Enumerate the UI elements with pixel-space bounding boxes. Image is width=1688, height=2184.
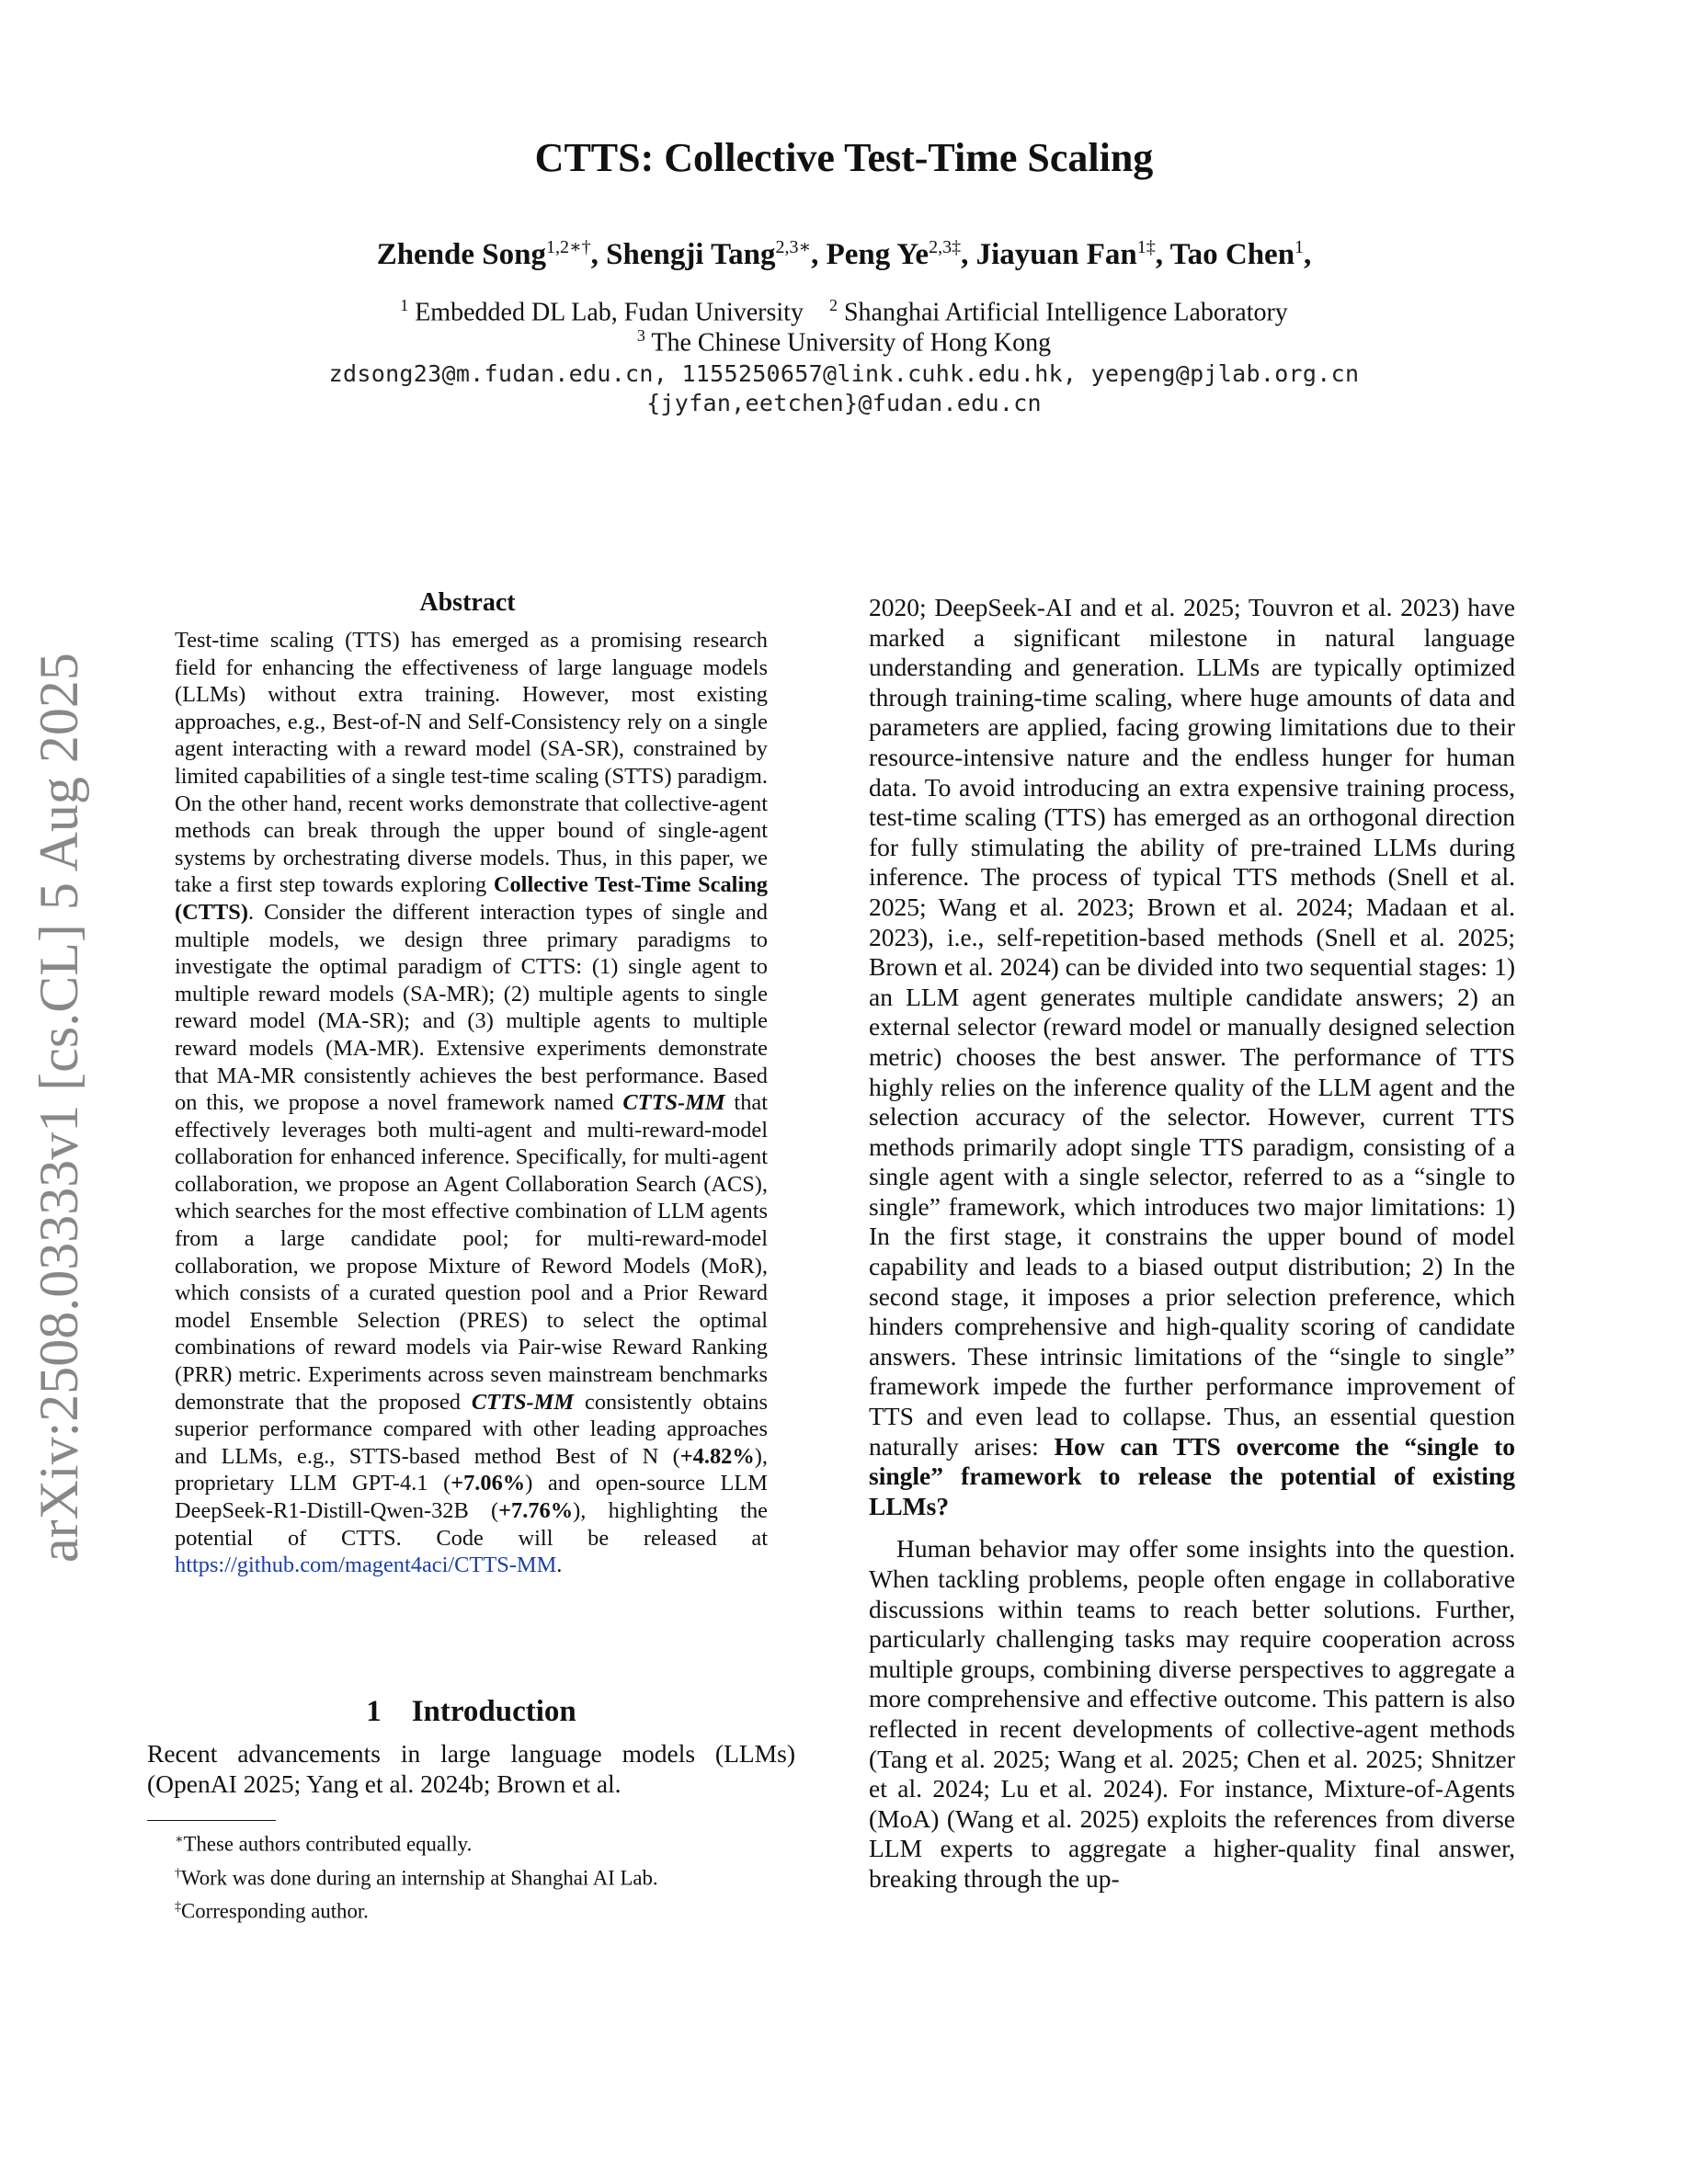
gain-value: +7.06% xyxy=(451,1471,526,1496)
footnote: ∗These authors contributed equally. xyxy=(175,1832,473,1856)
affiliation-mark: 2 xyxy=(828,296,838,314)
gain-value: +7.76% xyxy=(498,1498,574,1523)
author-list: Zhende Song$^{1,2∗\dagger}$, Shengji Tang$^{2,3∗}$, Peng $Ye^{2,3\ddagger}$, Jiayuan Fan$^{1\ddagger}$, Tao Chen$^1$, xyxy=(376,237,1312,271)
footnotes xyxy=(175,1826,800,1927)
affiliation-mark: 1 xyxy=(400,296,409,314)
author-name: Jiayuan Fan xyxy=(975,238,1137,271)
email-line-2: {jyfan,eetchen}@fudan.edu.cn xyxy=(646,390,1042,416)
affiliation: The Chinese University of Hong Kong xyxy=(651,328,1052,358)
abstract-body: Test-time scaling (TTS) has emerged as a promising research field for enhancing the effectiveness of large language models (LLMs) without extra training. However, most existing approaches, e.g., Best-of-N and Self-Consistency rely on a single agent interacting with a reward model (SA-SR), constrained by limited capabilities of a single test-time scaling (STTS) paradigm. On the other hand, recent works demonstrate that collective-agent methods can break through the upper bound of single-agent systems by orchestrating diverse models. Thus, in this paper, we take a first step towards exploring Collective Test-Time Scaling (CTTS). Consider the different interaction types of single and multiple models, we design three primary paradigms to investigate the optimal paradigm of CTTS: (1) single agent to multiple reward models (SA-MR); (2) multiple agents to single reward model (MA-SR); and (3) multiple agents to multiple reward models (MA-MR). Extensive experiments demonstrate that MA-MR consistently achieves the best performance. Based on this, we propose a novel framework named CTTS-MM that effectively leverages both multi-agent and multi-reward-model collaboration for enhanced inference. Specifically, for multi-agent collaboration, we propose an Agent Collaboration Search (ACS), which searches for the most effective combination of LLM agents from a large candidate pool; for multi-reward-model collaboration, we propose Mixture of Reword Models (MoR), which consists of a curated question pool and a Prior Reward model Ensemble Selection (PRES) to select the optimal combinations of reward models via Pair-wise Reward Ranking (PRR) metric. Experiments across seven mainstream benchmarks demonstrate that the proposed CTTS-MM consistently obtains superior performance compared with other leading approaches and LLMs, e.g., STTS-based method Best of N (+4.82%), proprietary LLM GPT-4.1 (+7.06%) and open-source LLM DeepSeek-R1-Distill-Qwen-32B (+7.76%), highlighting the potential of CTTS. Code will be released at https://github.com/magent4aci/CTTS-MM. xyxy=(175,628,768,1578)
affiliation-line-1 xyxy=(0,296,1688,327)
footnote: †Work was done during an internship at Shanghai AI Lab. xyxy=(175,1866,658,1890)
author-name: Shengji Tang xyxy=(606,238,776,271)
footnote: ‡Corresponding author. xyxy=(175,1899,369,1923)
research-question: How can TTS overcome the “single to single” framework to release the potential of existing LLMs? xyxy=(869,1431,1516,1520)
author-marks: 2,3‡ xyxy=(929,237,962,257)
arxiv-identifier: arXiv:2508.03333v1 [cs.CL] 5 Aug 2025 xyxy=(29,653,89,1563)
abstract-section xyxy=(175,588,768,1579)
author-name: Tao Chen xyxy=(1169,238,1295,271)
introduction-right-column xyxy=(869,593,1515,1894)
author-marks: 1‡ xyxy=(1136,237,1156,257)
emphasis: CTTS-MM xyxy=(622,1090,725,1116)
gain-value: +4.82% xyxy=(679,1443,755,1469)
email-line-1: zdsong23@m.fudan.edu.cn, 1155250657@link.cuhk.edu.hk, yepeng@pjlab.org.cn xyxy=(328,360,1360,387)
author-name: Peng Ye xyxy=(826,238,930,271)
author-marks: 1,2∗† xyxy=(546,237,591,257)
paper-title: CTTS: Collective Test-Time Scaling xyxy=(534,135,1154,180)
introduction-heading: 1 Introduction xyxy=(366,1695,576,1728)
abstract-heading: Abstract xyxy=(419,588,516,617)
emphasis: CTTS-MM xyxy=(471,1389,575,1415)
affiliation: Embedded DL Lab, Fudan University xyxy=(415,298,804,327)
author-name: Zhende Song xyxy=(376,238,547,271)
author-marks: 1 xyxy=(1295,237,1305,257)
code-link[interactable]: https://github.com/magent4aci/CTTS-MM xyxy=(175,1553,557,1578)
author-marks: 2,3∗ xyxy=(775,237,812,257)
emphasis: Collective Test-Time Scaling (CTTS) xyxy=(175,872,768,925)
affiliation: Shanghai Artificial Intelligence Laboratory xyxy=(843,298,1288,327)
affiliation-line-2 xyxy=(0,326,1688,358)
intro-paragraph-2: Human behavior may offer some insights into the question. When tackling problems, people often engage in collaborative discussions within teams to reach better solutions. Further, particularly challenging tasks may require cooperation across multiple groups, combining diverse perspectives to aggregate a more comprehensive and effective outcome. This pattern is also reflected in recent developments of collective-agent methods (Tang et al. 2025; Wang et al. 2025; Chen et al. 2025; Shnitzer et al. 2024; Lu et al. 2024). For instance, Mixture-of-Agents (MoA) (Wang et al. 2025) exploits the references from diverse LLM experts to aggregate a higher-quality final answer, breaking through the up- xyxy=(869,1534,1515,1893)
introduction-text-left: Recent advancements in large language models (LLMs) (OpenAI 2025; Yang et al. 2024b; Brown et al. xyxy=(147,1739,795,1798)
intro-paragraph-1: 2020; DeepSeek-AI and et al. 2025; Touvron et al. 2023) have marked a significant milestone in natural language understanding and generation. LLMs are typically optimized through training-time scaling, where huge amounts of data and parameters are applied, facing growing limitations due to their resource-intensive nature and the endless hunger for human data. To avoid introducing an extra expensive training process, test-time scaling (TTS) has emerged as an orthogonal direction for fully stimulating the ability of pre-trained LLMs during inference. The process of typical TTS methods (Snell et al. 2025; Wang et al. 2023; Brown et al. 2024; Madaan et al. 2023), i.e., self-repetition-based methods (Snell et al. 2025; Brown et al. 2024) can be divided into two sequential stages: 1) an LLM agent generates multiple candidate answers; 2) an external selector (reward model or manually designed selection metric) chooses the best answer. The performance of TTS highly relies on the inference quality of the LLM agent and the selection accuracy of the selector. However, current TTS methods primarily adopt single TTS paradigm, consisting of a single agent with a single selector, referred to as a “single to single” framework, which introduces two major limitations: 1) In the first stage, it constrains the upper bound of model capability and leads to a biased output distribution; 2) In the second stage, it imposes a prior selection preference, which hinders comprehensive and high-quality scoring of candidate answers. These intrinsic limitations of the “single to single” framework impede the further performance improvement of TTS and even lead to collapse. Thus, an essential question naturally arises: How can TTS overcome the “single to single” framework to release the potential of existing LLMs? xyxy=(869,593,1516,1520)
affiliation-mark: 3 xyxy=(636,326,645,345)
footnote-divider xyxy=(147,1820,276,1821)
